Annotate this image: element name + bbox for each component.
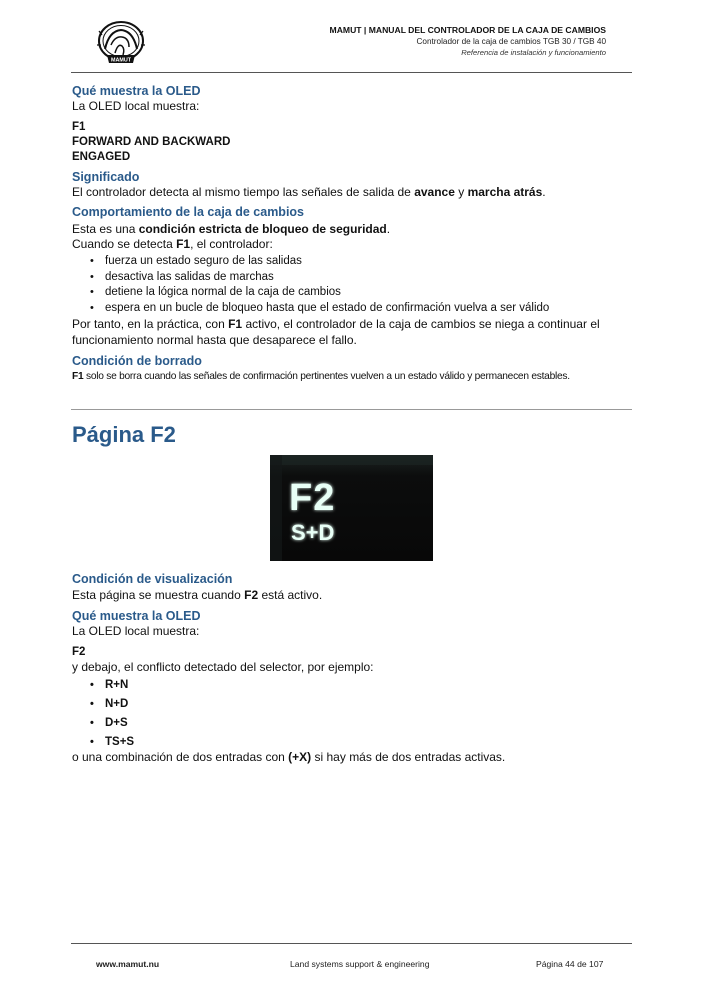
header-divider bbox=[71, 72, 632, 73]
f1-meaning-text: El controlador detecta al mismo tiempo las señales de salida de avance y marcha atrás. bbox=[72, 185, 546, 199]
list-item: • D+S bbox=[92, 714, 632, 733]
f2-visibility-text: Esta página se muestra cuando F2 está activo. bbox=[72, 588, 323, 602]
f1-oled-line-1: F1 bbox=[72, 121, 86, 133]
header-title: MAMUT | MANUAL DEL CONTROLADOR DE LA CAJA DE CAMBIOS bbox=[329, 25, 606, 35]
header-subtitle: Controlador de la caja de cambios TGB 30 / TGB 40 bbox=[416, 37, 606, 46]
f1-detect-text: Cuando se detecta F1, el controlador: bbox=[72, 237, 273, 251]
f1-practice-text: Por tanto, en la práctica, con F1 activo, el controlador de la caja de cambios se niega a continuar el funcionamiento normal hasta que desaparece el fallo. bbox=[72, 317, 600, 347]
list-item: • espera en un bucle de bloqueo hasta que el estado de confirmación vuelva a ser válido bbox=[92, 301, 632, 317]
f2-below-text: y debajo, el conflicto detectado del selector, por ejemplo: bbox=[72, 660, 374, 674]
f1-oled-line-3: ENGAGED bbox=[72, 151, 131, 163]
f2-display-heading: Qué muestra la OLED bbox=[72, 609, 201, 623]
f2-oled-photo bbox=[270, 455, 433, 561]
f1-action-list bbox=[92, 254, 632, 316]
mamut-logo-icon bbox=[95, 19, 147, 67]
list-item: • N+D bbox=[92, 695, 632, 714]
list-item: • R+N bbox=[92, 676, 632, 695]
f1-section bbox=[72, 84, 632, 383]
f2-section bbox=[72, 572, 632, 765]
f2-display-intro: La OLED local muestra: bbox=[72, 624, 200, 638]
list-item: • fuerza un estado seguro de las salidas bbox=[92, 254, 632, 270]
f2-visibility-heading: Condición de visualización bbox=[72, 572, 233, 586]
header-reference: Referencia de instalación y funcionamiento bbox=[461, 48, 606, 57]
footer-page-number: Página 44 de 107 bbox=[536, 959, 604, 969]
page-header bbox=[330, 25, 606, 58]
f1-oled-line-2: FORWARD AND BACKWARD bbox=[72, 136, 231, 148]
section-divider bbox=[71, 409, 632, 410]
f2-combo-text: o una combinación de dos entradas con (+X) si hay más de dos entradas activas. bbox=[72, 750, 506, 764]
f1-display-heading: Qué muestra la OLED bbox=[72, 84, 201, 98]
f2-page-title: Página F2 bbox=[72, 422, 176, 447]
footer-divider bbox=[71, 943, 632, 944]
f2-example-list bbox=[92, 676, 632, 752]
footer-tagline: Land systems support & engineering bbox=[290, 959, 430, 969]
f1-behavior-text: Esta es una condición estricta de bloqueo de seguridad. bbox=[72, 222, 391, 236]
f1-display-intro: La OLED local muestra: bbox=[72, 99, 200, 113]
f2-code: F2 bbox=[72, 646, 86, 658]
f1-behavior-heading: Comportamiento de la caja de cambios bbox=[72, 205, 305, 219]
list-item: • desactiva las salidas de marchas bbox=[92, 270, 632, 286]
footer-website-link[interactable]: www.mamut.nu bbox=[96, 959, 160, 969]
logo-wordmark: MAMUT bbox=[110, 57, 132, 64]
f1-clear-text: F1 solo se borra cuando las señales de confirmación pertinentes vuelven a un estado válido y permanecen estables. bbox=[72, 371, 570, 382]
f1-clear-heading: Condición de borrado bbox=[72, 354, 202, 368]
list-item: • TS+S bbox=[92, 733, 632, 752]
list-item: • detiene la lógica normal de la caja de cambios bbox=[92, 285, 632, 301]
f2-oled-line-1: F2 bbox=[289, 477, 336, 519]
f1-meaning-heading: Significado bbox=[72, 170, 140, 184]
f2-oled-line-2: S+D bbox=[291, 520, 335, 545]
